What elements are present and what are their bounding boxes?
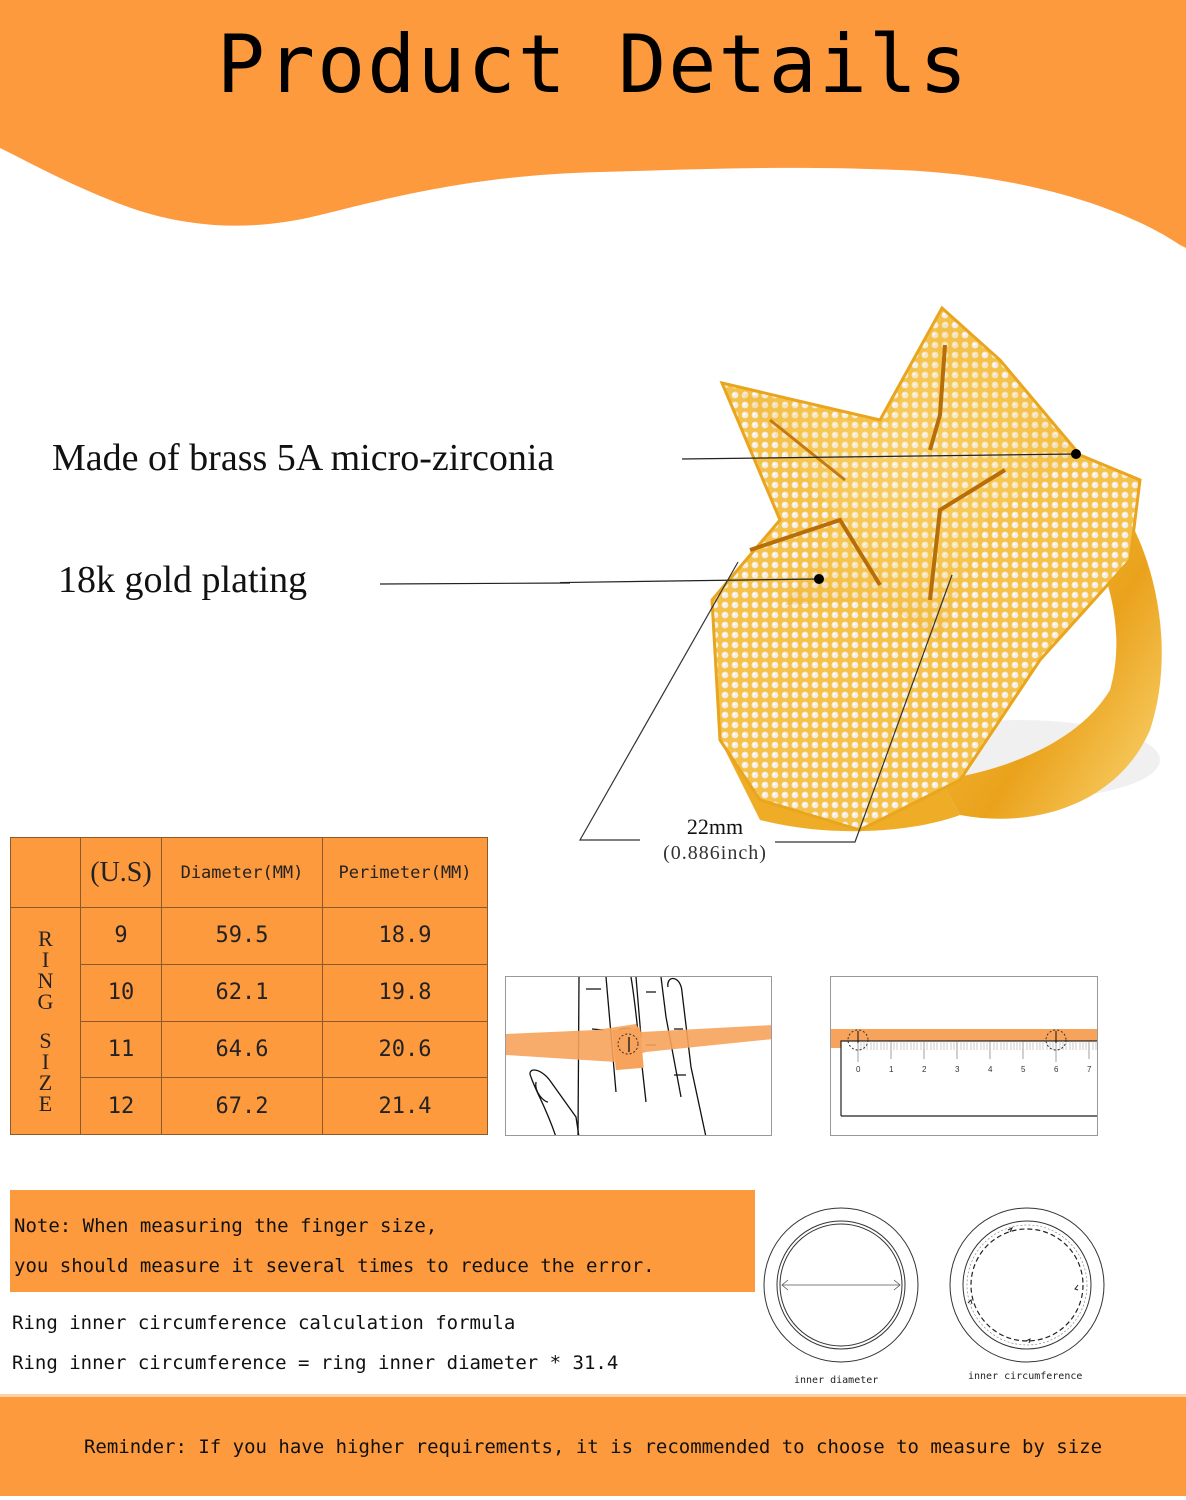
cell-diameter: 67.2	[162, 1078, 323, 1135]
note-line-2: you should measure it several times to reduce the error.	[14, 1255, 655, 1277]
ring-width-mm: 22mm	[686, 814, 744, 839]
cell-us-size: 10	[81, 964, 162, 1021]
table-header-row	[11, 838, 488, 908]
cell-us-size: 9	[81, 908, 162, 965]
cell-us-size: 12	[81, 1078, 162, 1135]
cell-perimeter: 18.9	[323, 908, 488, 965]
callout-leader-line	[370, 575, 570, 590]
cell-diameter: 64.6	[162, 1021, 323, 1078]
ruler-tick-labels: 0 1 2 3 4 5 6 7	[856, 1065, 1092, 1074]
inner-circumference-diagram-icon	[948, 1205, 1108, 1385]
measurement-note	[10, 1190, 755, 1292]
cell-perimeter: 21.4	[323, 1078, 488, 1135]
cell-perimeter: 20.6	[323, 1021, 488, 1078]
note-line-1: Note: When measuring the finger size,	[14, 1215, 438, 1237]
cell-us-size: 11	[81, 1021, 162, 1078]
ring-size-vertical-label: R I N G S I Z E	[11, 908, 81, 1135]
header-cell-empty	[11, 838, 81, 908]
ring-width-inch: (0.886inch)	[663, 842, 767, 864]
inner-diameter-diagram-icon	[762, 1205, 922, 1385]
formula-title: Ring inner circumference calculation formula	[12, 1312, 516, 1334]
reminder-banner	[0, 1394, 1186, 1496]
ring-width-dimension	[640, 814, 790, 865]
table-row	[11, 964, 488, 1021]
plating-callout: 18k gold plating	[58, 559, 308, 601]
ring-size-table	[10, 837, 488, 1135]
page-title: Product Details	[216, 18, 970, 111]
table-row	[11, 1021, 488, 1078]
finger-measure-illustration	[505, 976, 772, 1136]
ruler-measure-illustration	[830, 976, 1098, 1136]
header-cell-perimeter: Perimeter(MM)	[323, 838, 488, 908]
header-cell-us: (U.S)	[81, 838, 162, 908]
header-cell-diameter: Diameter(MM)	[162, 838, 323, 908]
inner-circumference-label: inner circumference	[968, 1371, 1083, 1382]
formula-equation: Ring inner circumference = ring inner diameter * 31.4	[12, 1352, 619, 1374]
reminder-text: Reminder: If you have higher requirements, it is recommended to choose to measure by size	[83, 1435, 1103, 1458]
cell-diameter: 59.5	[162, 908, 323, 965]
inner-diameter-label: inner diameter	[794, 1375, 879, 1386]
table-row	[11, 908, 488, 965]
star-ring-image	[560, 290, 1186, 890]
cell-diameter: 62.1	[162, 964, 323, 1021]
cell-perimeter: 19.8	[323, 964, 488, 1021]
material-callout: Made of brass 5A micro-zirconia	[52, 437, 555, 479]
table-row	[11, 1078, 488, 1135]
ruler-icon	[831, 977, 1098, 1136]
hand-icon	[506, 977, 772, 1136]
